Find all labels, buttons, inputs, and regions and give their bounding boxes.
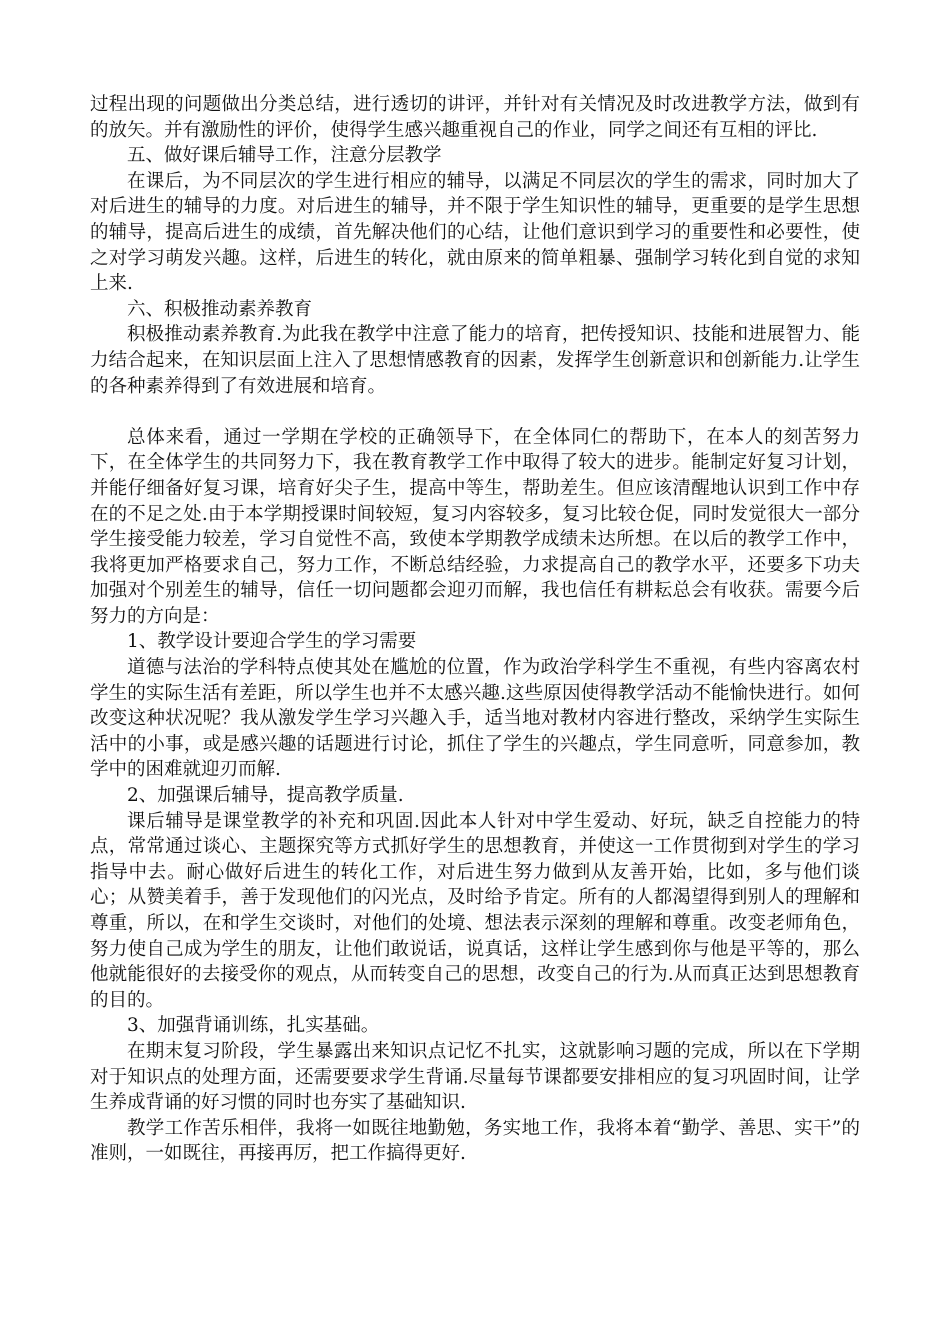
paragraph-item-2: 课后辅导是课堂教学的补充和巩固.因此本人针对中学生爱动、好玩，缺乏自控能力的特点，常常通过谈心、主题探究等方式抓好学生的思想教育，并使这一工作贯彻到对学生的学习指导中去。耐心做好后进生的转化工作，对后进生努力做到从友善开始，比如，多与他们谈心；从赞美着手，善于发现他们的闪光点，及时给予肯定。所有的人都渴望得到别人的理解和尊重，所以，在和学生交谈时，对他们的处境、想法表示深刻的理解和尊重。改变老师角色，努力使自己成为学生的朋友，让他们敢说话，说真话，这样让学生感到你与他是平等的，那么他就能很好的去接受你的观点，从而转变自己的思想，改变自己的行为.从而真正达到思想教育的目的。 (90, 810, 860, 1011)
heading-section-5: 五、做好课后辅导工作，注意分层教学 (127, 145, 442, 167)
paragraph-tutoring: 在课后，为不同层次的学生进行相应的辅导，以满足不同层次的学生的需求，同时加大了对后进生的辅导的力度。对后进生的辅导，并不限于学生知识性的辅导，更重要的是学生思想的辅导，提高后进生的成绩，首先解决他们的心结，让他们意识到学习的重要性和必要性，使之对学习萌发兴趣。这样，后进生的转化，就由原来的简单粗暴、强制学习转化到自觉的求知上来. (90, 170, 860, 295)
heading-item-3: 3、加强背诵训练，扎实基础。 (127, 1015, 380, 1037)
paragraph-item-3: 在期末复习阶段，学生暴露出来知识点记忆不扎实，这就影响习题的完成，所以在下学期对于知识点的处理方面，还需要要求学生背诵.尽量每节课都要安排相应的复习巩固时间，让学生养成背诵的好习惯的同时也夯实了基础知识. (90, 1040, 860, 1114)
paragraph-summary: 总体来看，通过一学期在学校的正确领导下，在全体同仁的帮助下，在本人的刻苦努力下，在全体学生的共同努力下，我在教育教学工作中取得了较大的进步。能制定好复习计划，并能仔细备好复习课，培育好尖子生，提高中等生，帮助差生。但应该清醒地认识到工作中存在的不足之处.由于本学期授课时间较短，复习内容较多，复习比较仓促，同时发觉很大一部分学生接受能力较差，学习自觉性不高，致使本学期教学成绩未达所想。在以后的教学工作中，我将更加严格要求自己，努力工作，不断总结经验，力求提高自己的教学水平，还要多下功夫加强对个别差生的辅导，信任一切问题都会迎刃而解，我也信任有耕耘总会有收获。需要今后努力的方向是： (90, 426, 860, 627)
paragraph-closing: 教学工作苦乐相伴，我将一如既往地勤勉，务实地工作，我将本着“勤学、善思、实干”的准则，一如既往，再接再厉，把工作搞得更好. (90, 1117, 860, 1165)
paragraph-intro-continuation: 过程出现的问题做出分类总结，进行透切的讲评，并针对有关情况及时改进教学方法，做到有的放矢。并有激励性的评价，使得学生感兴趣重视自己的作业，同学之间还有互相的评比. (90, 94, 860, 141)
heading-item-1: 1、教学设计要迎合学生的学习需要 (127, 631, 417, 653)
heading-section-6: 六、积极推动素养教育 (127, 298, 313, 320)
paragraph-spacer (90, 399, 860, 425)
heading-item-2: 2、加强课后辅导，提高教学质量. (127, 785, 404, 807)
document-page (90, 92, 860, 1167)
paragraph-quality-education: 积极推动素养教育.为此我在教学中注意了能力的培育，把传授知识、技能和进展智力、能力结合起来，在知识层面上注入了思想情感教育的因素，发挥学生创新意识和创新能力.让学生的各种素养得到了有效进展和培育。 (90, 324, 860, 397)
paragraph-item-1: 道德与法治的学科特点使其处在尴尬的位置，作为政治学科学生不重视，有些内容离农村学生的实际生活有差距，所以学生也并不太感兴趣.这些原因使得教学活动不能愉快进行。如何改变这种状况呢？我从激发学生学习兴趣入手，适当地对教材内容进行整改，采纳学生实际生活中的小事，或是感兴趣的话题进行讨论，抓住了学生的兴趣点，学生同意听，同意参加，教学中的困难就迎刃而解. (90, 657, 860, 781)
